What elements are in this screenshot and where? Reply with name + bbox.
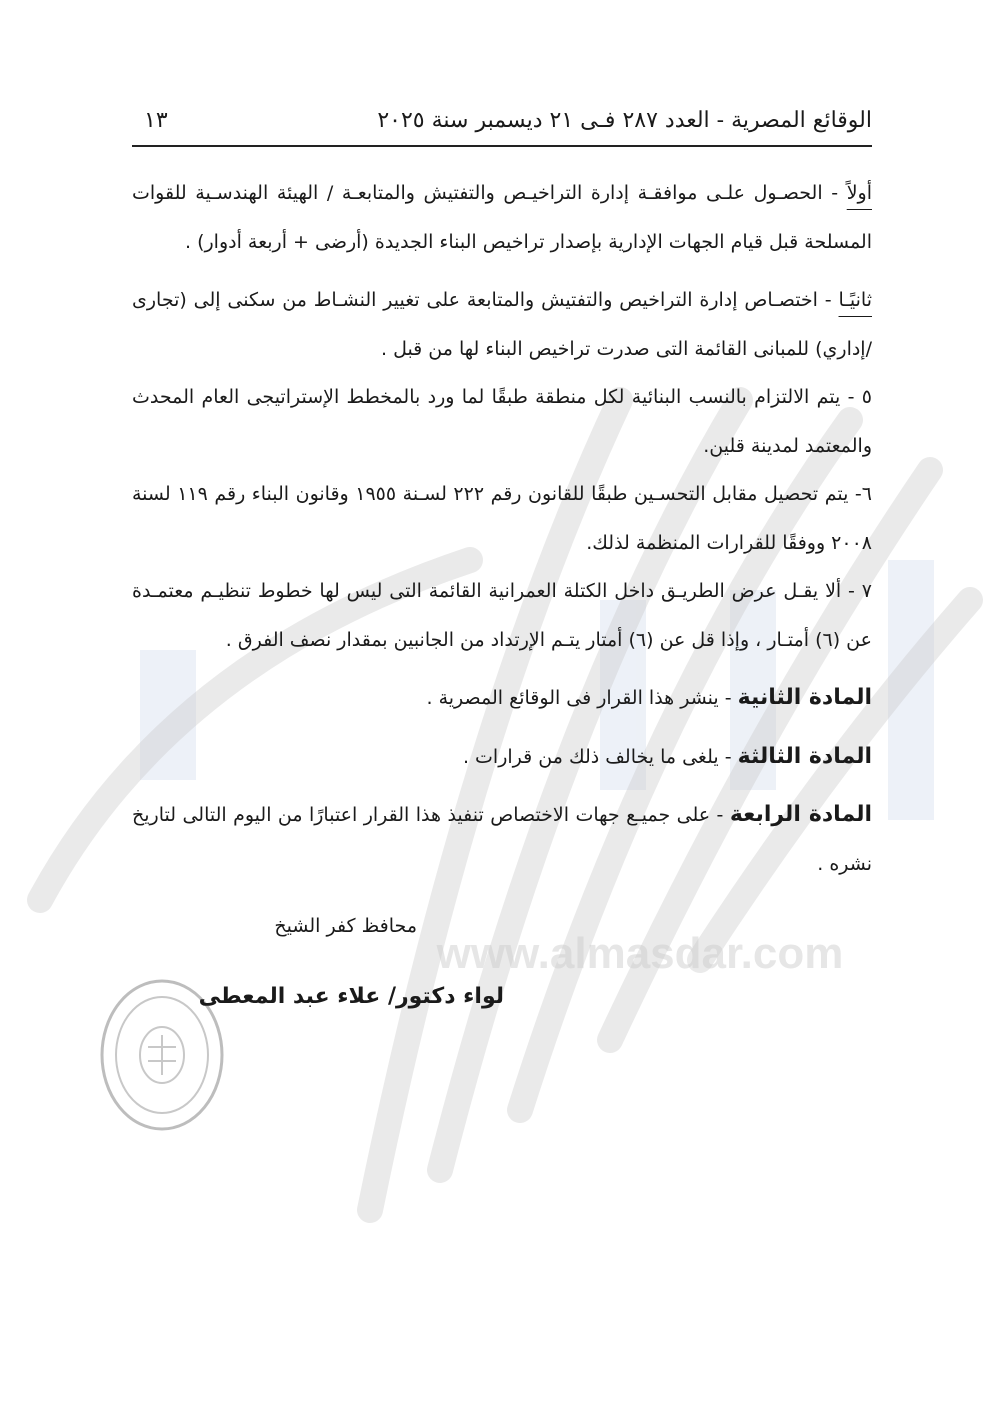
signature-name: لواء دكتور/ علاء عبد المعطى — [198, 983, 504, 1009]
item-label: ثانيًـا — [838, 289, 872, 311]
paragraph-item-6 — [132, 470, 872, 567]
article-second — [132, 674, 872, 723]
page-header — [132, 108, 872, 147]
paragraph-text: - الحصـول علـى موافقـة إدارة التراخيـص والتفتيش والمتابعـة / الهيئة الهندسـية للقوات المسلحة قبل قيام الجهات الإدارية بإصدار تراخيص البناء الجديدة (أرضى + أربعة أدوار) . — [132, 182, 872, 253]
article-fourth — [132, 791, 872, 888]
paragraph-text: ٥ - يتم الالتزام بالنسب البنائية لكل منطقة طبقًا لما ورد بالمخطط الإستراتيجى العام المحدث والمعتمد لمدينة قلين. — [132, 386, 872, 457]
article-text: - يلغى ما يخالف ذلك من قرارات . — [462, 745, 738, 768]
page-number: ١٣ — [144, 108, 168, 133]
signature-role: محافظ كفر الشيخ — [274, 915, 417, 937]
paragraph-first — [132, 169, 872, 266]
paragraph-item-7 — [132, 567, 872, 664]
paragraph-text: - اختصـاص إدارة التراخيص والتفتيش والمتابعة على تغيير النشـاط من سكنى إلى (تجارى /إداري) للمبانى القائمة التى صدرت تراخيص البناء لها من قبل . — [132, 289, 872, 360]
gazette-title: الوقائع المصرية - العدد ٢٨٧ فـى ٢١ ديسمبر سنة ٢٠٢٥ — [377, 108, 872, 133]
article-third — [132, 733, 872, 782]
watermark-url: www.almasdar.com — [436, 929, 844, 978]
paragraph-second — [132, 276, 872, 373]
paragraph-text: ٦- يتم تحصيل مقابل التحسـين طبقًا للقانون رقم ٢٢٢ لسـنة ١٩٥٥ وقانون البناء رقم ١١٩ لسنة ٢٠٠٨ ووفقًا للقرارات المنظمة لذلك. — [132, 483, 872, 554]
document-page — [132, 108, 872, 1021]
article-title: المادة الثانية — [737, 685, 872, 710]
item-label: أولاً — [846, 182, 872, 204]
article-title: المادة الرابعة — [729, 802, 872, 827]
article-title: المادة الثالثة — [737, 743, 872, 769]
paragraph-text: ٧ - ألا يقـل عرض الطريـق داخل الكتلة العمرانية القائمة التى ليس لها خطوط تنظيـم معتمـدة عن (٦) أمتـار ، وإذا قل عن (٦) أمتار يتـم الإرتداد من الجانبين بمقدار نصف الفرق . — [132, 580, 872, 651]
paragraph-item-5 — [132, 373, 872, 470]
article-text: - على جميـع جهات الاختصاص تنفيذ هذا القرار اعتبارًا من اليوم التالى لتاريخ نشره . — [132, 804, 872, 875]
decree-body — [132, 169, 872, 1021]
article-text: - ينشر هذا القرار فى الوقائع المصرية . — [426, 687, 738, 709]
